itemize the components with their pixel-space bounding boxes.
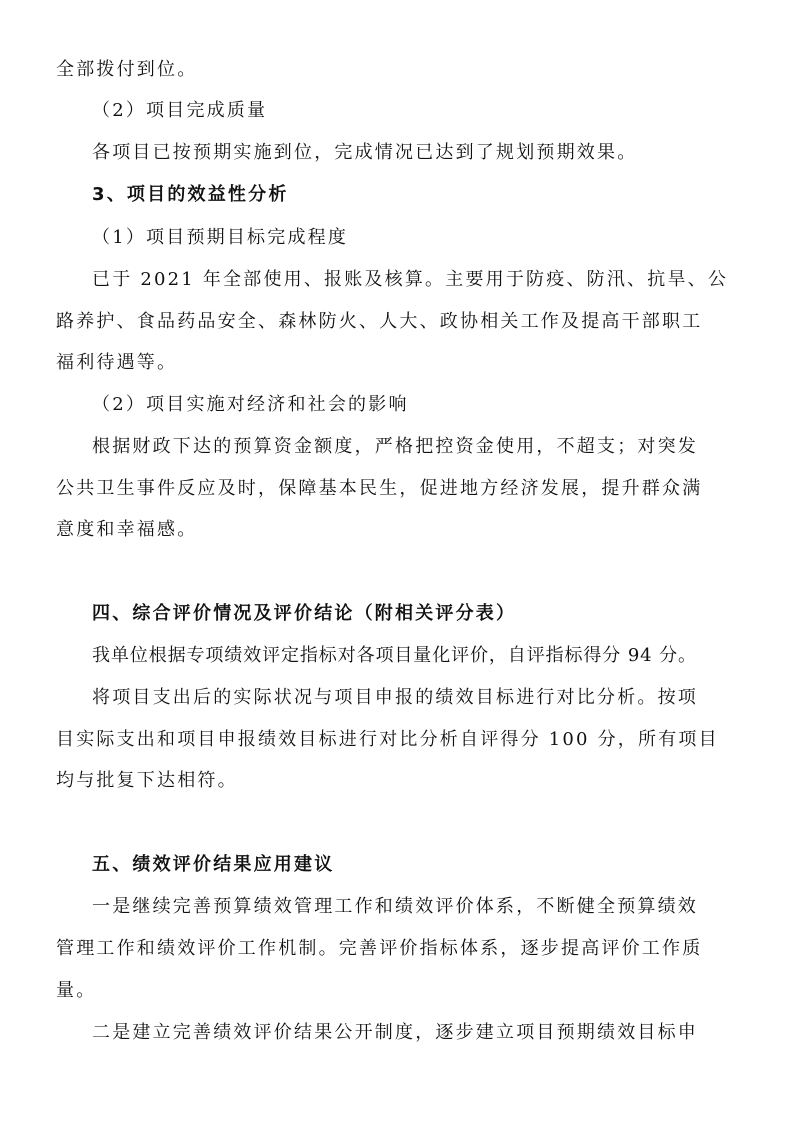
paragraph-line: 公共卫生事件反应及时，保障基本民生，促进地方经济发展，提升群众满 — [56, 478, 703, 499]
paragraph-line: 量。 — [56, 980, 97, 1001]
subheading-economic-social-impact: （2）项目实施对经济和社会的影响 — [92, 394, 409, 415]
paragraph-line: 福利待遇等。 — [56, 352, 178, 373]
subheading-completion-quality: （2）项目完成质量 — [92, 100, 268, 121]
subheading-target-completion: （1）项目预期目标完成程度 — [92, 227, 349, 248]
paragraph-line: 均与批复下达相符。 — [56, 770, 238, 791]
paragraph-line: 一是继续完善预算绩效管理工作和绩效评价体系，不断健全预算绩效 — [92, 896, 698, 917]
paragraph-line: 意度和幸福感。 — [56, 519, 198, 540]
paragraph-line: 目实际支出和项目申报绩效目标进行对比分析自评得分 100 分，所有项目 — [56, 729, 719, 750]
section-heading-overall-evaluation: 四、综合评价情况及评价结论（附相关评分表） — [92, 603, 517, 624]
paragraph-line: 路养护、食品药品安全、森林防火、人大、政协相关工作及提高干部职工 — [56, 311, 703, 332]
section-heading-recommendations: 五、绩效评价结果应用建议 — [92, 854, 335, 875]
section-heading-benefit-analysis: 3、项目的效益性分析 — [92, 184, 289, 205]
paragraph-line: 已于 2021 年全部使用、报账及核算。主要用于防疫、防汛、抗旱、公 — [92, 269, 729, 290]
paragraph-line: 全部拨付到位。 — [56, 59, 198, 80]
paragraph-line: 二是建立完善绩效评价结果公开制度，逐步建立项目预期绩效目标申 — [92, 1022, 698, 1043]
paragraph-line: 我单位根据专项绩效评定指标对各项目量化评价，自评指标得分 94 分。 — [92, 645, 697, 666]
paragraph-line: 各项目已按预期实施到位，完成情况已达到了规划预期效果。 — [92, 142, 638, 163]
paragraph-line: 将项目支出后的实际状况与项目申报的绩效目标进行对比分析。按项 — [92, 687, 698, 708]
paragraph-line: 管理工作和绩效评价工作机制。完善评价指标体系，逐步提高评价工作质 — [56, 938, 703, 959]
paragraph-line: 根据财政下达的预算资金额度，严格把控资金使用，不超支；对突发 — [92, 436, 698, 457]
